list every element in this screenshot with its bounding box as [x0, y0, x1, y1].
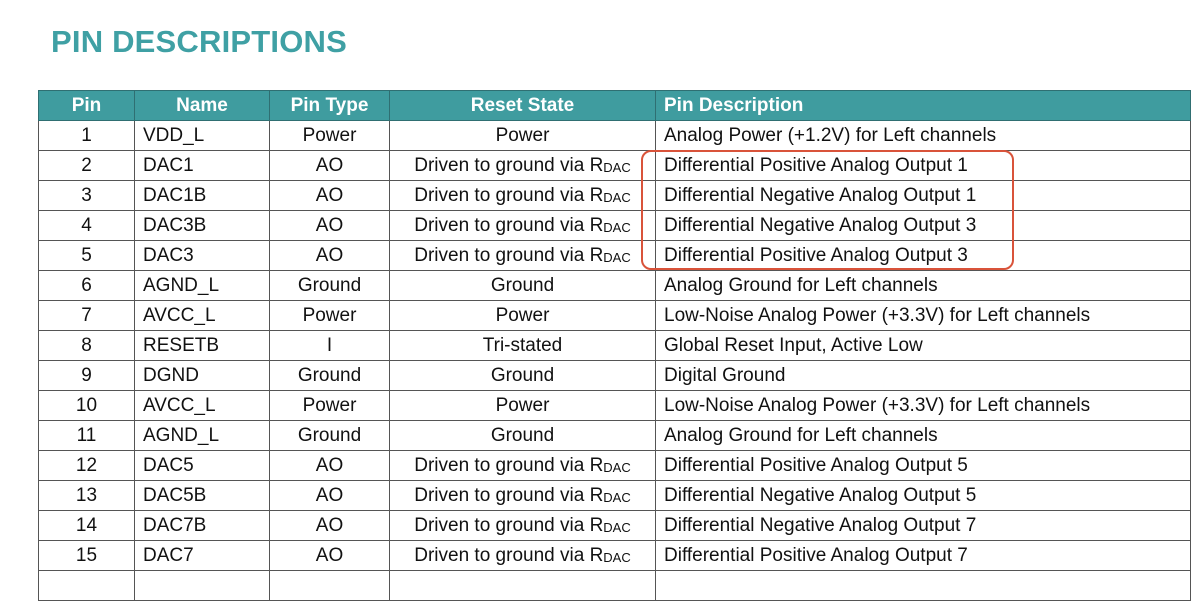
cell-pin-description: Differential Positive Analog Output 3	[656, 241, 1191, 271]
cell-pin-description: Differential Negative Analog Output 1	[656, 181, 1191, 211]
table-row	[39, 571, 1191, 601]
cell-reset-state	[390, 421, 656, 451]
reset-state-text: Driven to ground via R	[414, 214, 604, 236]
cell-pin: 4	[39, 211, 135, 241]
cell-name: AVCC_L	[135, 301, 270, 331]
cell-pin-description: Differential Negative Analog Output 5	[656, 481, 1191, 511]
cell-pin-type: AO	[270, 451, 390, 481]
reset-state-text: Ground	[490, 274, 555, 296]
reset-state-text: Driven to ground via R	[414, 484, 604, 506]
cell-pin: 12	[39, 451, 135, 481]
cell-pin-type: AO	[270, 241, 390, 271]
cell-pin-description: Global Reset Input, Active Low	[656, 331, 1191, 361]
cell-pin-description: Differential Positive Analog Output 5	[656, 451, 1191, 481]
cell-pin-type: Ground	[270, 271, 390, 301]
cell-pin-description: Differential Positive Analog Output 1	[656, 151, 1191, 181]
table-row	[39, 271, 1191, 301]
reset-state-text: Ground	[490, 424, 555, 446]
cell-reset-state	[390, 241, 656, 271]
cell-name: DAC7B	[135, 511, 270, 541]
cell-pin: 10	[39, 391, 135, 421]
table-row	[39, 511, 1191, 541]
table-row	[39, 391, 1191, 421]
cell-reset-state	[390, 301, 656, 331]
cell-pin: 6	[39, 271, 135, 301]
cell-pin-type: AO	[270, 481, 390, 511]
cell-reset-state	[390, 571, 656, 601]
table-header-row	[39, 91, 1191, 121]
cell-pin-type: Power	[270, 121, 390, 151]
reset-state-text: Driven to ground via R	[414, 154, 604, 176]
cell-pin: 13	[39, 481, 135, 511]
cell-pin-type: Power	[270, 301, 390, 331]
table-row	[39, 331, 1191, 361]
table-row	[39, 181, 1191, 211]
reset-state-subscript: DAC	[603, 549, 631, 565]
table-row	[39, 151, 1191, 181]
column-header-reset-state: Reset State	[390, 91, 656, 121]
cell-pin: 9	[39, 361, 135, 391]
cell-pin-type: Power	[270, 391, 390, 421]
cell-name: DGND	[135, 361, 270, 391]
cell-name: DAC3B	[135, 211, 270, 241]
table-body	[39, 121, 1191, 601]
reset-state-subscript: DAC	[603, 249, 631, 265]
cell-name: AVCC_L	[135, 391, 270, 421]
table-row	[39, 211, 1191, 241]
cell-pin: 15	[39, 541, 135, 571]
cell-name: AGND_L	[135, 421, 270, 451]
cell-pin-type	[270, 571, 390, 601]
cell-reset-state	[390, 331, 656, 361]
cell-reset-state	[390, 391, 656, 421]
cell-pin: 11	[39, 421, 135, 451]
cell-name: DAC7	[135, 541, 270, 571]
cell-pin-description: Differential Negative Analog Output 3	[656, 211, 1191, 241]
reset-state-subscript: DAC	[603, 489, 631, 505]
cell-pin: 14	[39, 511, 135, 541]
cell-pin-description: Differential Positive Analog Output 7	[656, 541, 1191, 571]
reset-state-subscript: DAC	[603, 519, 631, 535]
table-row	[39, 121, 1191, 151]
reset-state-subscript: DAC	[603, 459, 631, 475]
cell-reset-state	[390, 271, 656, 301]
table-row	[39, 451, 1191, 481]
reset-state-text: Power	[495, 394, 550, 416]
cell-reset-state	[390, 121, 656, 151]
reset-state-text: Driven to ground via R	[414, 514, 604, 536]
cell-pin-description: Analog Ground for Left channels	[656, 271, 1191, 301]
cell-name: DAC3	[135, 241, 270, 271]
cell-reset-state	[390, 211, 656, 241]
cell-pin: 1	[39, 121, 135, 151]
column-header-pin-description: Pin Description	[656, 91, 1191, 121]
cell-name: DAC5	[135, 451, 270, 481]
table-row	[39, 481, 1191, 511]
cell-pin-type: AO	[270, 211, 390, 241]
cell-reset-state	[390, 541, 656, 571]
cell-pin-type: I	[270, 331, 390, 361]
reset-state-text: Ground	[490, 364, 555, 386]
reset-state-text: Power	[495, 124, 550, 146]
cell-pin: 8	[39, 331, 135, 361]
cell-reset-state	[390, 181, 656, 211]
reset-state-text: Power	[495, 304, 550, 326]
reset-state-text: Driven to ground via R	[414, 244, 604, 266]
reset-state-text: Driven to ground via R	[414, 544, 604, 566]
cell-pin-type: Ground	[270, 361, 390, 391]
table-row	[39, 421, 1191, 451]
cell-pin	[39, 571, 135, 601]
reset-state-text: Tri-stated	[482, 334, 563, 356]
cell-pin: 3	[39, 181, 135, 211]
reset-state-text: Driven to ground via R	[414, 184, 604, 206]
cell-reset-state	[390, 151, 656, 181]
cell-pin-description: Low-Noise Analog Power (+3.3V) for Left channels	[656, 391, 1191, 421]
page-title: PIN DESCRIPTIONS	[51, 24, 348, 59]
cell-pin-description: Analog Ground for Left channels	[656, 421, 1191, 451]
table-row	[39, 361, 1191, 391]
cell-reset-state	[390, 451, 656, 481]
cell-pin: 2	[39, 151, 135, 181]
cell-pin: 7	[39, 301, 135, 331]
cell-pin-type: Ground	[270, 421, 390, 451]
table-row	[39, 241, 1191, 271]
reset-state-subscript: DAC	[603, 219, 631, 235]
cell-pin-type: AO	[270, 511, 390, 541]
cell-reset-state	[390, 511, 656, 541]
cell-pin-description: Low-Noise Analog Power (+3.3V) for Left channels	[656, 301, 1191, 331]
cell-reset-state	[390, 361, 656, 391]
cell-reset-state	[390, 481, 656, 511]
table-row	[39, 301, 1191, 331]
column-header-pin-type: Pin Type	[270, 91, 390, 121]
cell-pin-description: Digital Ground	[656, 361, 1191, 391]
reset-state-subscript: DAC	[603, 189, 631, 205]
cell-pin-description	[656, 571, 1191, 601]
cell-name: DAC5B	[135, 481, 270, 511]
pin-description-table	[38, 90, 1191, 601]
table-row	[39, 541, 1191, 571]
column-header-pin: Pin	[39, 91, 135, 121]
cell-pin-description: Analog Power (+1.2V) for Left channels	[656, 121, 1191, 151]
cell-name: VDD_L	[135, 121, 270, 151]
column-header-name: Name	[135, 91, 270, 121]
cell-pin-description: Differential Negative Analog Output 7	[656, 511, 1191, 541]
cell-pin-type: AO	[270, 541, 390, 571]
cell-name: DAC1B	[135, 181, 270, 211]
cell-name	[135, 571, 270, 601]
cell-name: AGND_L	[135, 271, 270, 301]
cell-pin-type: AO	[270, 181, 390, 211]
cell-pin: 5	[39, 241, 135, 271]
cell-name: DAC1	[135, 151, 270, 181]
reset-state-text: Driven to ground via R	[414, 454, 604, 476]
reset-state-subscript: DAC	[603, 159, 631, 175]
cell-name: RESETB	[135, 331, 270, 361]
cell-pin-type: AO	[270, 151, 390, 181]
